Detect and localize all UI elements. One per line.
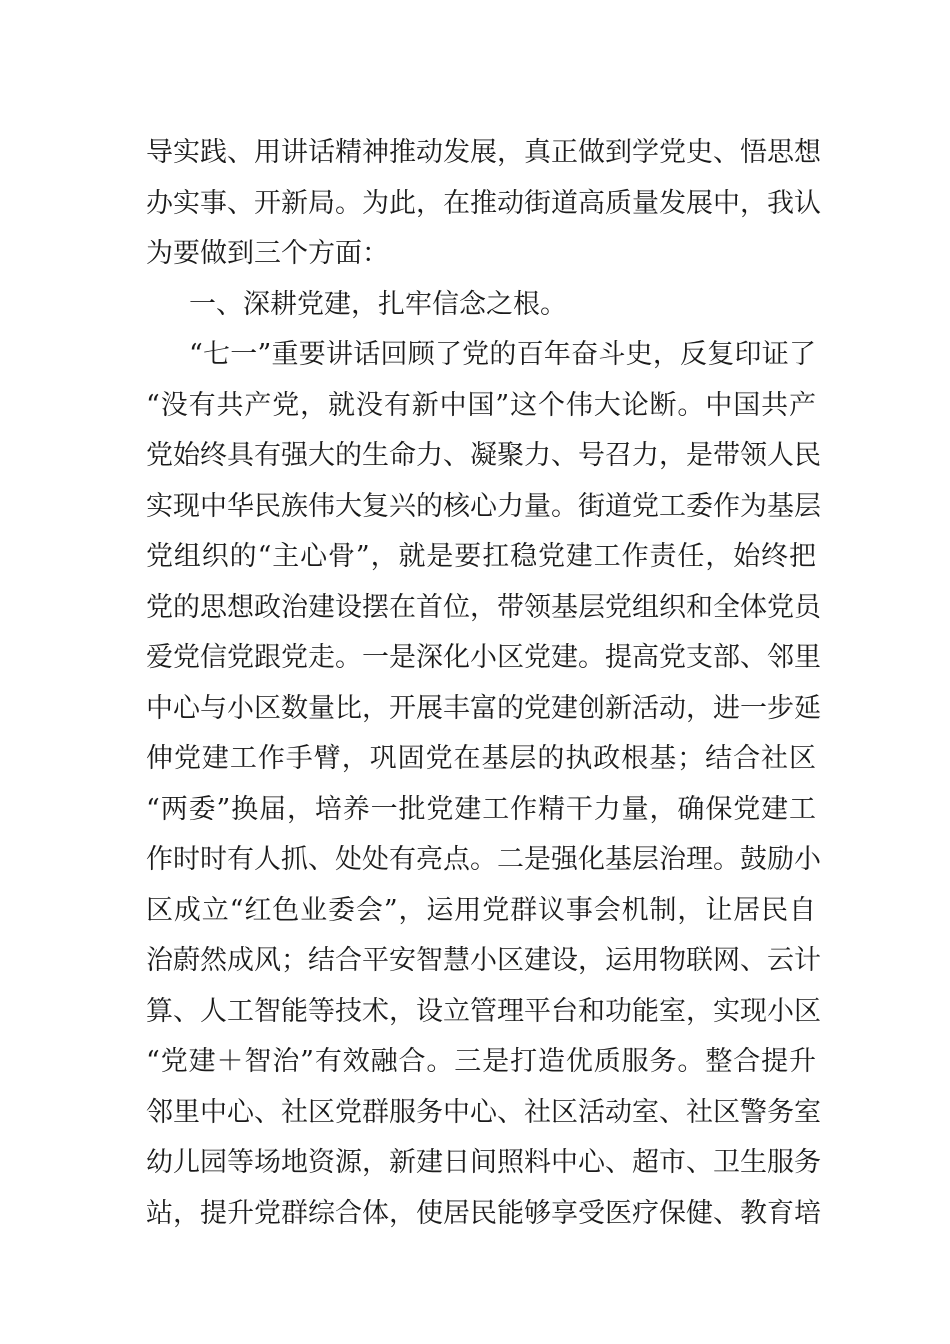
text-line: 办实事、开新局。为此，在推动街道高质量发展中，我认 xyxy=(146,187,821,219)
text-line: 党组织的“主心骨”，就是要扛稳党建工作责任，始终把 xyxy=(146,541,816,572)
paragraph-first-line: “七一”重要讲话回顾了党的百年奋斗史，反复印证了 xyxy=(189,339,816,370)
text-line: 中心与小区数量比，开展丰富的党建创新活动，进一步延 xyxy=(146,692,821,724)
text-line: 站，提升党群综合体，使居民能够享受医疗保健、教育培 xyxy=(146,1197,821,1229)
text-line: “两委”换届，培养一批党建工作精干力量，确保党建工 xyxy=(146,793,816,825)
section-heading: 一、深耕党建，扎牢信念之根。 xyxy=(189,288,567,320)
text-line: 治蔚然成风；结合平安智慧小区建设，运用物联网、云计 xyxy=(146,945,821,976)
text-line: 伸党建工作手臂，巩固党在基层的执政根基；结合社区 xyxy=(146,743,816,774)
text-line: “党建＋智治”有效融合。三是打造优质服务。整合提升 xyxy=(146,1046,816,1077)
text-line: 导实践、用讲话精神推动发展，真正做到学党史、悟思想 xyxy=(146,137,821,168)
text-line: 幼儿园等场地资源，新建日间照料中心、超市、卫生服务 xyxy=(146,1147,821,1178)
text-line: “没有共产党，就没有新中国”这个伟大论断。中国共产 xyxy=(146,389,816,421)
text-line: 邻里中心、社区党群服务中心、社区活动室、社区警务室 xyxy=(146,1096,821,1128)
text-line: 区成立“红色业委会”，运用党群议事会机制，让居民自 xyxy=(146,894,816,926)
body-text xyxy=(146,128,821,1239)
text-line: 爱党信党跟党走。一是深化小区党建。提高党支部、邻里 xyxy=(146,642,821,673)
text-line: 作时时有人抓、处处有亮点。二是强化基层治理。鼓励小 xyxy=(146,844,821,875)
text-line: 党的思想政治建设摆在首位，带领基层党组织和全体党员 xyxy=(146,591,821,623)
text-line: 为要做到三个方面： xyxy=(146,238,389,269)
text-line: 算、人工智能等技术，设立管理平台和功能室，实现小区 xyxy=(146,995,821,1027)
text-line: 实现中华民族伟大复兴的核心力量。街道党工委作为基层 xyxy=(146,490,821,522)
text-line: 党始终具有强大的生命力、凝聚力、号召力，是带领人民 xyxy=(146,440,821,471)
